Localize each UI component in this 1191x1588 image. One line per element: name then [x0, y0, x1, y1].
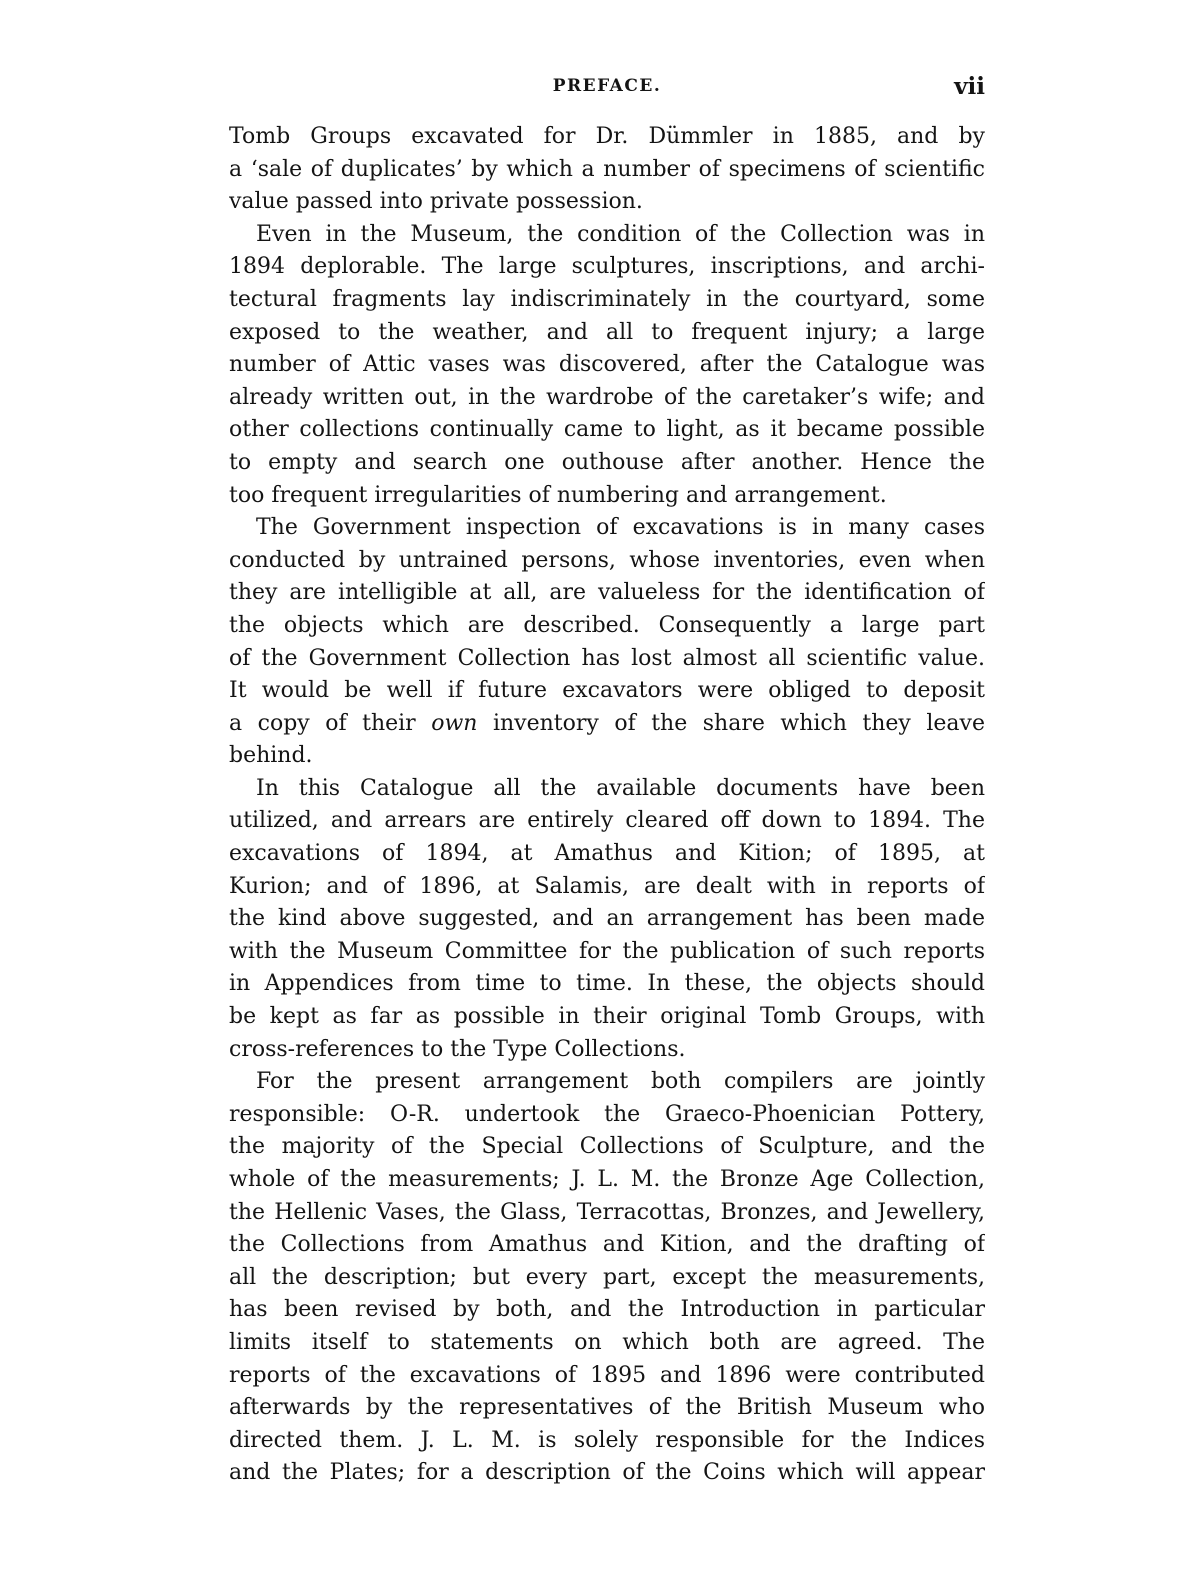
- text-line-start: a copy of their: [229, 710, 432, 736]
- text-line: tectural fragments lay indiscriminately in the courtyard, some: [229, 286, 985, 312]
- text-line: Tomb Groups excavated for Dr. Dümmler in 1885, and by: [229, 124, 985, 149]
- text-line: they are intelligible at all, are valueless for the identification of: [229, 580, 985, 606]
- text-line: with the Museum Committee for the publication of such reports: [229, 938, 985, 964]
- text-line: directed them. J. L. M. is solely responsible for the Indices: [229, 1427, 985, 1453]
- text-line: in Appendices from time to time. In these, the objects should: [229, 971, 985, 997]
- text-line: The Government inspection of excavations is in many cases: [256, 515, 985, 541]
- text-line: of the Government Collection has lost almost all scientific value.: [229, 645, 985, 671]
- text-line: other collections continually came to light, as it became possible: [229, 417, 985, 443]
- text-line: utilized, and arrears are entirely cleared off down to 1894. The: [229, 808, 985, 834]
- text-line: whole of the measurements; J. L. M. the Bronze Age Collection,: [229, 1167, 985, 1192]
- page-number: vii: [954, 73, 985, 100]
- text-line: to empty and search one outhouse after another. Hence the: [229, 449, 985, 475]
- text-line: all the description; but every part, except the measurements,: [229, 1264, 985, 1290]
- text-line: a ‘sale of duplicates’ by which a number of specimens of scientific: [229, 156, 985, 182]
- text-line: the Hellenic Vases, the Glass, Terracottas, Bronzes, and Jewellery,: [229, 1199, 985, 1225]
- text-line: the kind above suggested, and an arrangement has been made: [229, 906, 985, 932]
- text-line: already written out, in the wardrobe of the caretaker’s wife; and: [229, 384, 985, 410]
- text-line: behind.: [229, 743, 313, 769]
- running-title: PREFACE.: [552, 76, 662, 96]
- text-line: and the Plates; for a description of the Coins which will appear: [229, 1460, 985, 1486]
- text-line: the majority of the Special Collections of Sculpture, and the: [229, 1134, 985, 1160]
- text-line: has been revised by both, and the Introduction in particular: [229, 1297, 985, 1323]
- text-line: value passed into private possession.: [229, 189, 643, 215]
- text-line: In this Catalogue all the available documents have been: [256, 775, 985, 801]
- text-line: the Collections from Amathus and Kition, and the drafting of: [229, 1232, 985, 1258]
- text-line: Even in the Museum, the condition of the Collection was in: [256, 221, 985, 247]
- text-line: [229, 708, 985, 741]
- text-line: afterwards by the representatives of the British Museum who: [229, 1395, 985, 1421]
- text-line: It would be well if future excavators were obliged to deposit: [229, 678, 985, 704]
- text-line: For the present arrangement both compilers are jointly: [256, 1069, 985, 1095]
- text-line: limits itself to statements on which both are agreed. The: [229, 1329, 985, 1355]
- text-line: too frequent irregularities of numbering and arrangement.: [229, 482, 887, 508]
- text-line: conducted by untrained persons, whose inventories, even when: [229, 547, 985, 573]
- text-line-end: inventory of the share which they leave: [477, 710, 985, 736]
- text-line: Kurion; and of 1896, at Salamis, are dealt with in reports of: [229, 873, 985, 899]
- text-line: 1894 deplorable. The large sculptures, inscriptions, and archi-: [229, 254, 985, 280]
- text-line: the objects which are described. Consequently a large part: [229, 612, 985, 638]
- text-line: exposed to the weather, and all to frequent injury; a large: [229, 319, 985, 345]
- text-line: reports of the excavations of 1895 and 1896 were contributed: [229, 1362, 985, 1388]
- text-line: number of Attic vases was discovered, after the Catalogue was: [229, 352, 985, 378]
- text-line: be kept as far as possible in their original Tomb Groups, with: [229, 1004, 985, 1030]
- text-line: excavations of 1894, at Amathus and Kition; of 1895, at: [229, 841, 985, 867]
- running-head: [229, 73, 985, 106]
- emphasized-word: own: [431, 710, 478, 736]
- body-text: [229, 121, 985, 1490]
- text-line: cross-references to the Type Collections.: [229, 1036, 686, 1062]
- text-line: responsible: O-R. undertook the Graeco-Phoenician Pottery,: [229, 1101, 985, 1127]
